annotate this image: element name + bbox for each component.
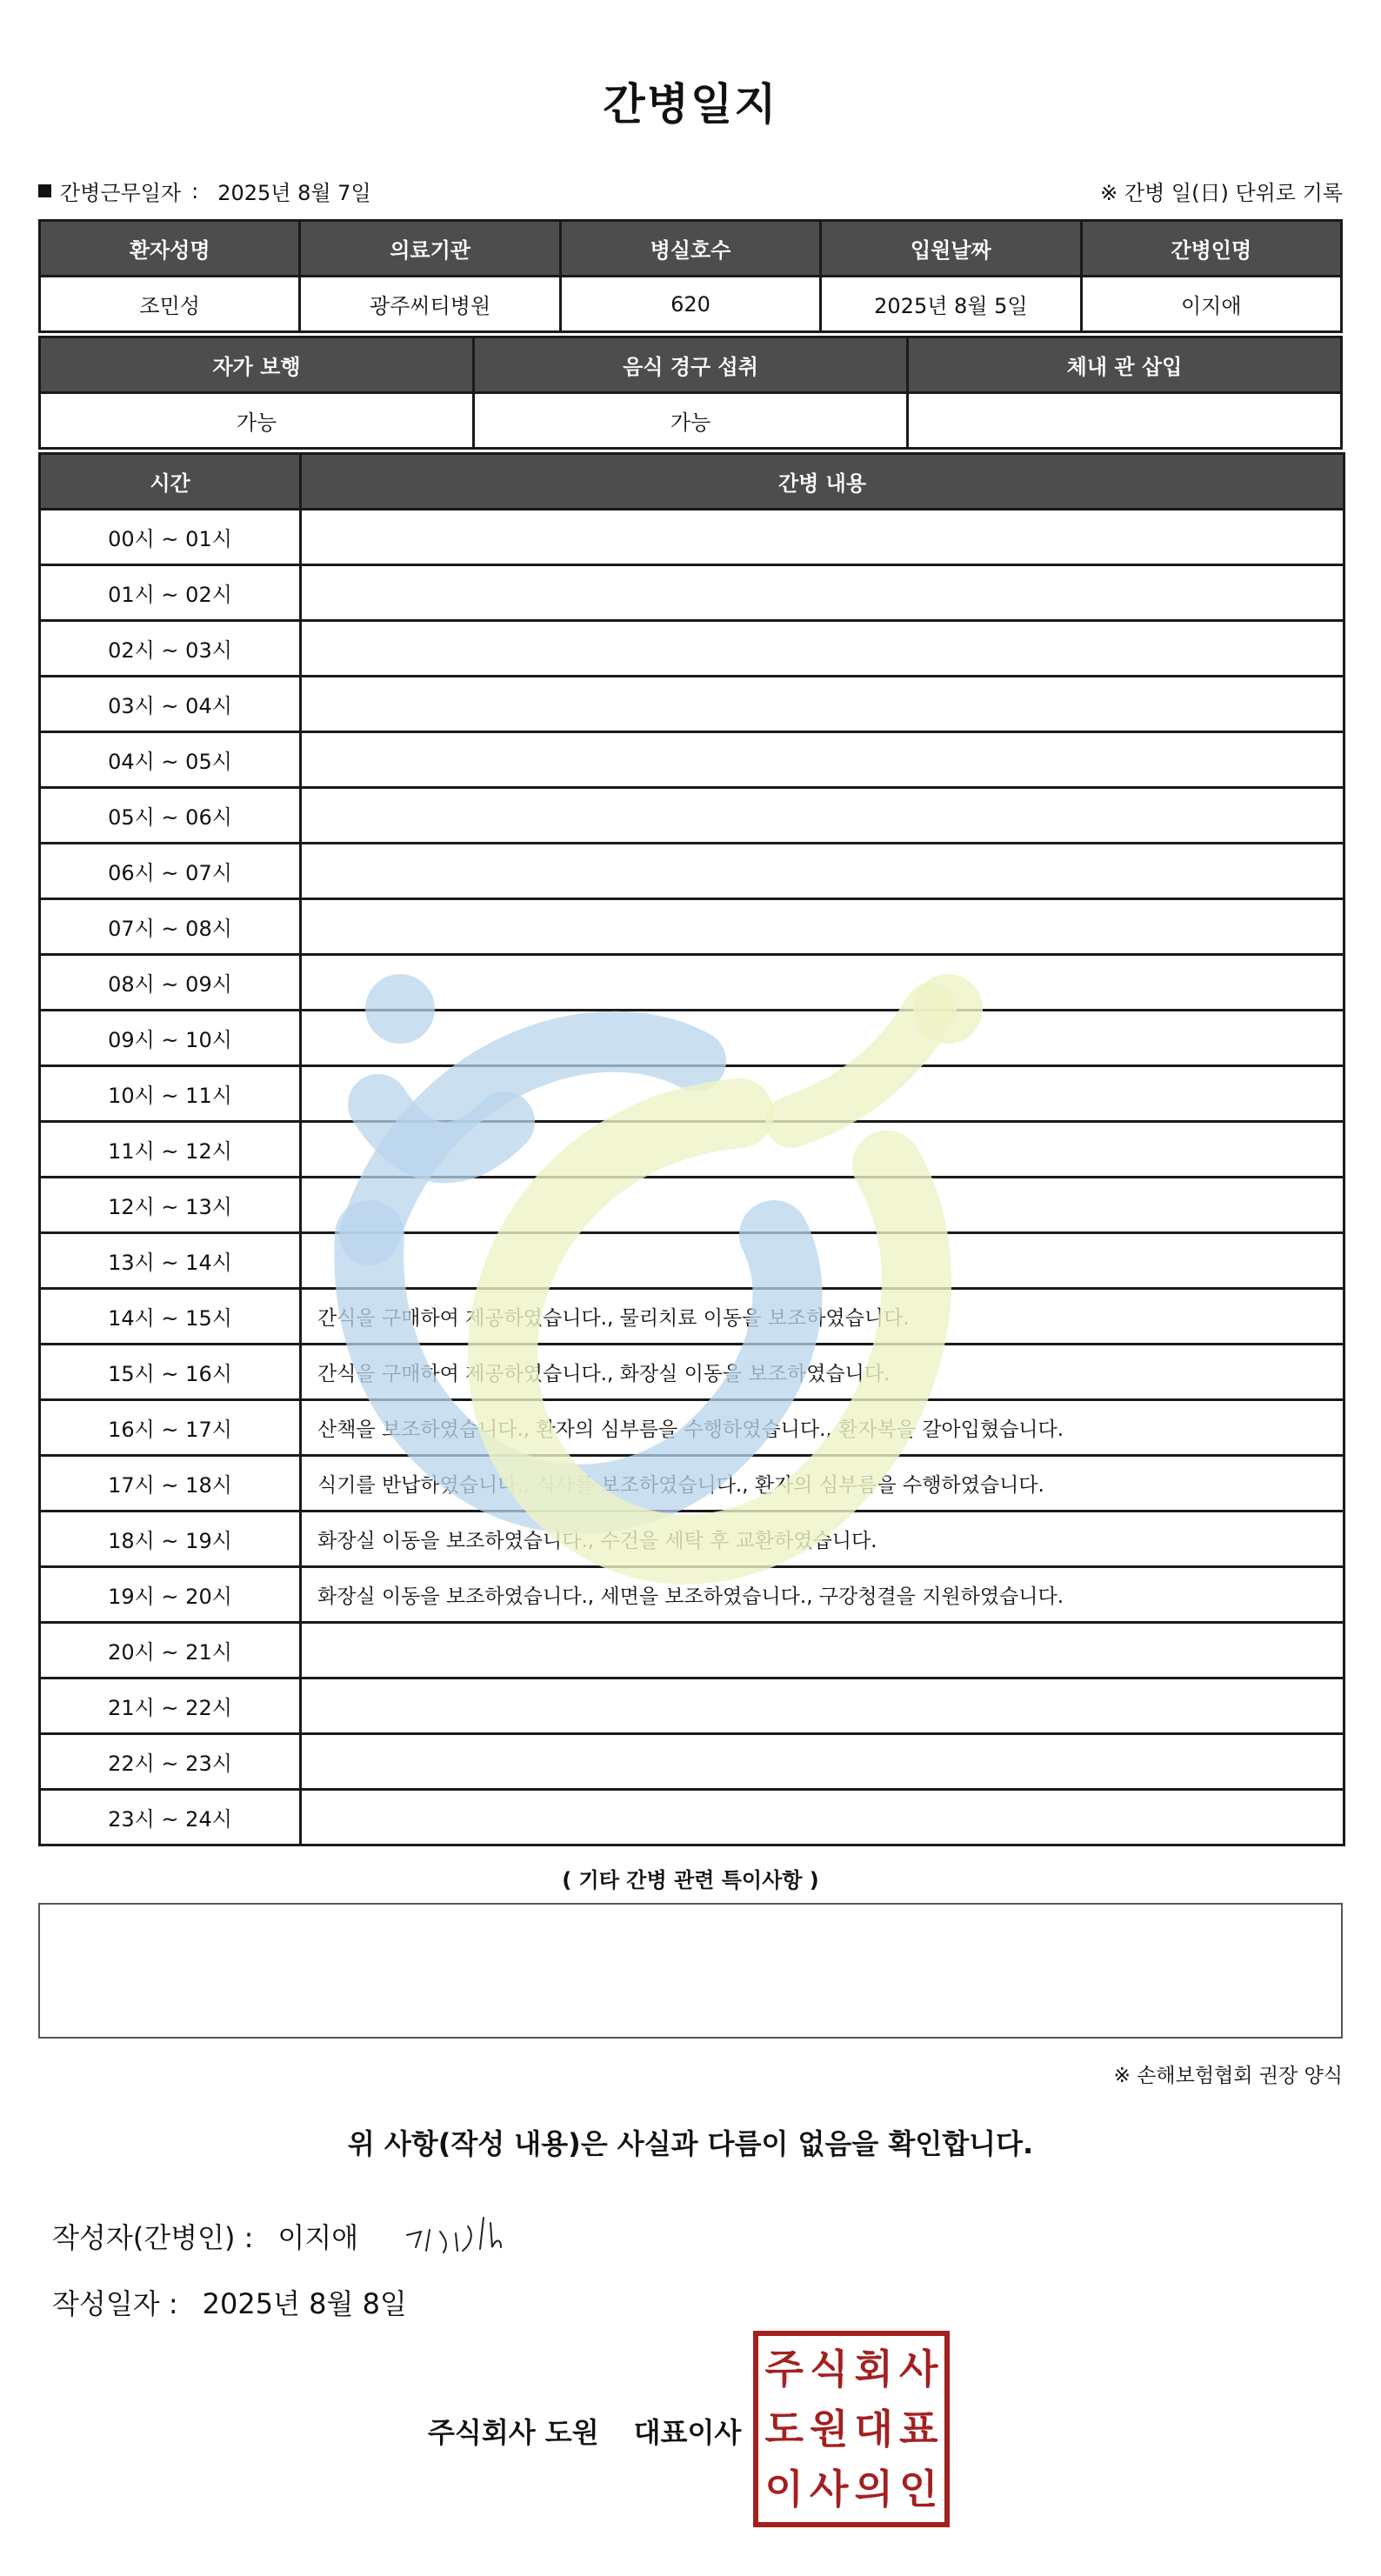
seal-char: 도 <box>764 2405 804 2453</box>
care-content <box>301 1122 1344 1178</box>
special-notes-title: ( 기타 간병 관련 특이사항 ) <box>562 1868 819 1892</box>
header-room-number: 병실호수 <box>560 221 820 277</box>
time-slot: 04시 ~ 05시 <box>40 732 301 788</box>
work-date-value: 2025년 8월 7일 <box>217 181 371 205</box>
time-slot: 21시 ~ 22시 <box>40 1678 301 1734</box>
table-row <box>40 621 1344 677</box>
time-slot: 14시 ~ 15시 <box>40 1289 301 1345</box>
care-content <box>301 955 1344 1011</box>
time-slot: 19시 ~ 20시 <box>40 1567 301 1623</box>
care-log-table <box>38 452 1345 1846</box>
table-row <box>40 1066 1344 1122</box>
care-content <box>301 1233 1344 1289</box>
care-content <box>301 1623 1344 1678</box>
time-slot: 03시 ~ 04시 <box>40 677 301 732</box>
care-content <box>301 899 1344 955</box>
square-bullet-icon <box>38 184 51 197</box>
work-date-label: 간병근무일자 <box>60 181 182 205</box>
table-row <box>40 844 1344 899</box>
care-content: 산책을 보조하였습니다., 환자의 심부름을 수행하였습니다., 환자복을 갈아입혔습니다. <box>301 1400 1344 1456</box>
table-row <box>40 677 1344 732</box>
self-walking-value: 가능 <box>40 393 474 449</box>
time-slot: 02시 ~ 03시 <box>40 621 301 677</box>
company-name: 주식회사 도원 <box>428 2416 599 2449</box>
special-notes-box <box>38 1903 1343 2039</box>
seal-char: 의 <box>854 2465 893 2513</box>
written-date-label: 작성일자 : <box>52 2287 178 2320</box>
time-slot: 09시 ~ 10시 <box>40 1011 301 1066</box>
table-row <box>40 510 1344 565</box>
patient-info-table <box>38 219 1343 333</box>
table-row <box>40 1567 1344 1623</box>
seal-char: 인 <box>899 2465 938 2513</box>
time-slot: 20시 ~ 21시 <box>40 1623 301 1678</box>
patient-name: 조민성 <box>40 277 300 332</box>
care-content <box>301 1066 1344 1122</box>
written-date-row <box>52 2282 407 2322</box>
table-row <box>40 1011 1344 1066</box>
header-self-walking: 자가 보행 <box>40 337 474 393</box>
time-slot: 05시 ~ 06시 <box>40 788 301 844</box>
care-content <box>301 1011 1344 1066</box>
care-content: 식기를 반납하였습니다., 식사를 보조하였습니다., 환자의 심부름을 수행하였습니다. <box>301 1456 1344 1512</box>
header-admission-date: 입원날짜 <box>821 221 1081 277</box>
table-row <box>40 899 1344 955</box>
company-seal-stamp <box>753 2331 950 2527</box>
care-content: 화장실 이동을 보조하였습니다., 세면을 보조하였습니다., 구강청결을 지원하였습니다. <box>301 1567 1344 1623</box>
work-date-row <box>38 176 371 206</box>
seal-char: 표 <box>899 2405 938 2453</box>
table-row <box>40 1233 1344 1289</box>
care-content: 간식을 구매하여 제공하였습니다., 물리치료 이동을 보조하였습니다. <box>301 1289 1344 1345</box>
time-slot: 10시 ~ 11시 <box>40 1066 301 1122</box>
seal-char: 원 <box>810 2405 849 2453</box>
care-content <box>301 844 1344 899</box>
time-slot: 00시 ~ 01시 <box>40 510 301 565</box>
table-row <box>40 1178 1344 1233</box>
care-content <box>301 677 1344 732</box>
table-row <box>40 565 1344 621</box>
work-date-separator: : <box>191 178 199 204</box>
time-slot: 08시 ~ 09시 <box>40 955 301 1011</box>
written-date-value: 2025년 8월 8일 <box>202 2287 407 2320</box>
handwritten-signature <box>400 2200 548 2261</box>
care-content <box>301 1790 1344 1845</box>
author-name: 이지애 <box>277 2221 359 2254</box>
time-slot: 17시 ~ 18시 <box>40 1456 301 1512</box>
care-content <box>301 565 1344 621</box>
room-number: 620 <box>560 277 820 332</box>
header-oral-intake: 음식 경구 섭취 <box>474 337 908 393</box>
seal-char: 회 <box>854 2346 893 2393</box>
table-row <box>40 1512 1344 1567</box>
unit-note: ※ 간병 일(日) 단위로 기록 <box>1100 181 1343 205</box>
header-tube-insertion: 체내 관 삽입 <box>908 337 1342 393</box>
seal-char: 이 <box>764 2465 804 2513</box>
time-slot: 06시 ~ 07시 <box>40 844 301 899</box>
seal-char: 사 <box>899 2346 938 2393</box>
table-row <box>40 732 1344 788</box>
table-row <box>40 1345 1344 1400</box>
time-slot: 07시 ~ 08시 <box>40 899 301 955</box>
tube-insertion-value <box>908 393 1342 449</box>
care-content <box>301 1178 1344 1233</box>
header-caregiver-name: 간병인명 <box>1081 221 1341 277</box>
time-slot: 11시 ~ 12시 <box>40 1122 301 1178</box>
table-row <box>40 1623 1344 1678</box>
care-content: 간식을 구매하여 제공하였습니다., 화장실 이동을 보조하였습니다. <box>301 1345 1344 1400</box>
table-row <box>40 1122 1344 1178</box>
time-slot: 15시 ~ 16시 <box>40 1345 301 1400</box>
author-label: 작성자(간병인) : <box>52 2221 254 2254</box>
time-slot: 22시 ~ 23시 <box>40 1734 301 1790</box>
time-slot: 23시 ~ 24시 <box>40 1790 301 1845</box>
care-content <box>301 1678 1344 1734</box>
seal-char: 주 <box>764 2346 804 2393</box>
author-row <box>52 2216 358 2256</box>
table-row <box>40 1456 1344 1512</box>
table-row <box>40 1400 1344 1456</box>
table-row <box>40 955 1344 1011</box>
seal-char: 대 <box>854 2405 893 2453</box>
table-row <box>40 788 1344 844</box>
table-row <box>40 1790 1344 1845</box>
header-care-content: 간병 내용 <box>301 454 1344 510</box>
admission-date: 2025년 8월 5일 <box>821 277 1081 332</box>
time-slot: 01시 ~ 02시 <box>40 565 301 621</box>
care-content <box>301 621 1344 677</box>
document-title: 간병일지 <box>603 79 778 130</box>
time-slot: 18시 ~ 19시 <box>40 1512 301 1567</box>
form-note: ※ 손해보험협회 권장 양식 <box>1113 2065 1343 2087</box>
oral-intake-value: 가능 <box>474 393 908 449</box>
representative-title: 대표이사 <box>633 2416 742 2449</box>
header-hospital: 의료기관 <box>300 221 560 277</box>
time-slot: 16시 ~ 17시 <box>40 1400 301 1456</box>
table-row <box>40 1734 1344 1790</box>
seal-char: 사 <box>810 2465 849 2513</box>
care-content <box>301 510 1344 565</box>
company-row <box>428 2411 741 2451</box>
header-time: 시간 <box>40 454 301 510</box>
time-slot: 12시 ~ 13시 <box>40 1178 301 1233</box>
care-content <box>301 732 1344 788</box>
caregiver-name: 이지애 <box>1081 277 1341 332</box>
hospital: 광주씨티병원 <box>300 277 560 332</box>
time-slot: 13시 ~ 14시 <box>40 1233 301 1289</box>
care-content <box>301 788 1344 844</box>
header-patient-name: 환자성명 <box>40 221 300 277</box>
patient-status-table <box>38 336 1343 450</box>
table-row <box>40 1289 1344 1345</box>
seal-char: 식 <box>810 2346 849 2393</box>
confirm-statement: 위 사항(작성 내용)은 사실과 다름이 없음을 확인합니다. <box>347 2127 1034 2160</box>
table-row <box>40 1678 1344 1734</box>
care-content <box>301 1734 1344 1790</box>
care-content: 화장실 이동을 보조하였습니다., 수건을 세탁 후 교환하였습니다. <box>301 1512 1344 1567</box>
